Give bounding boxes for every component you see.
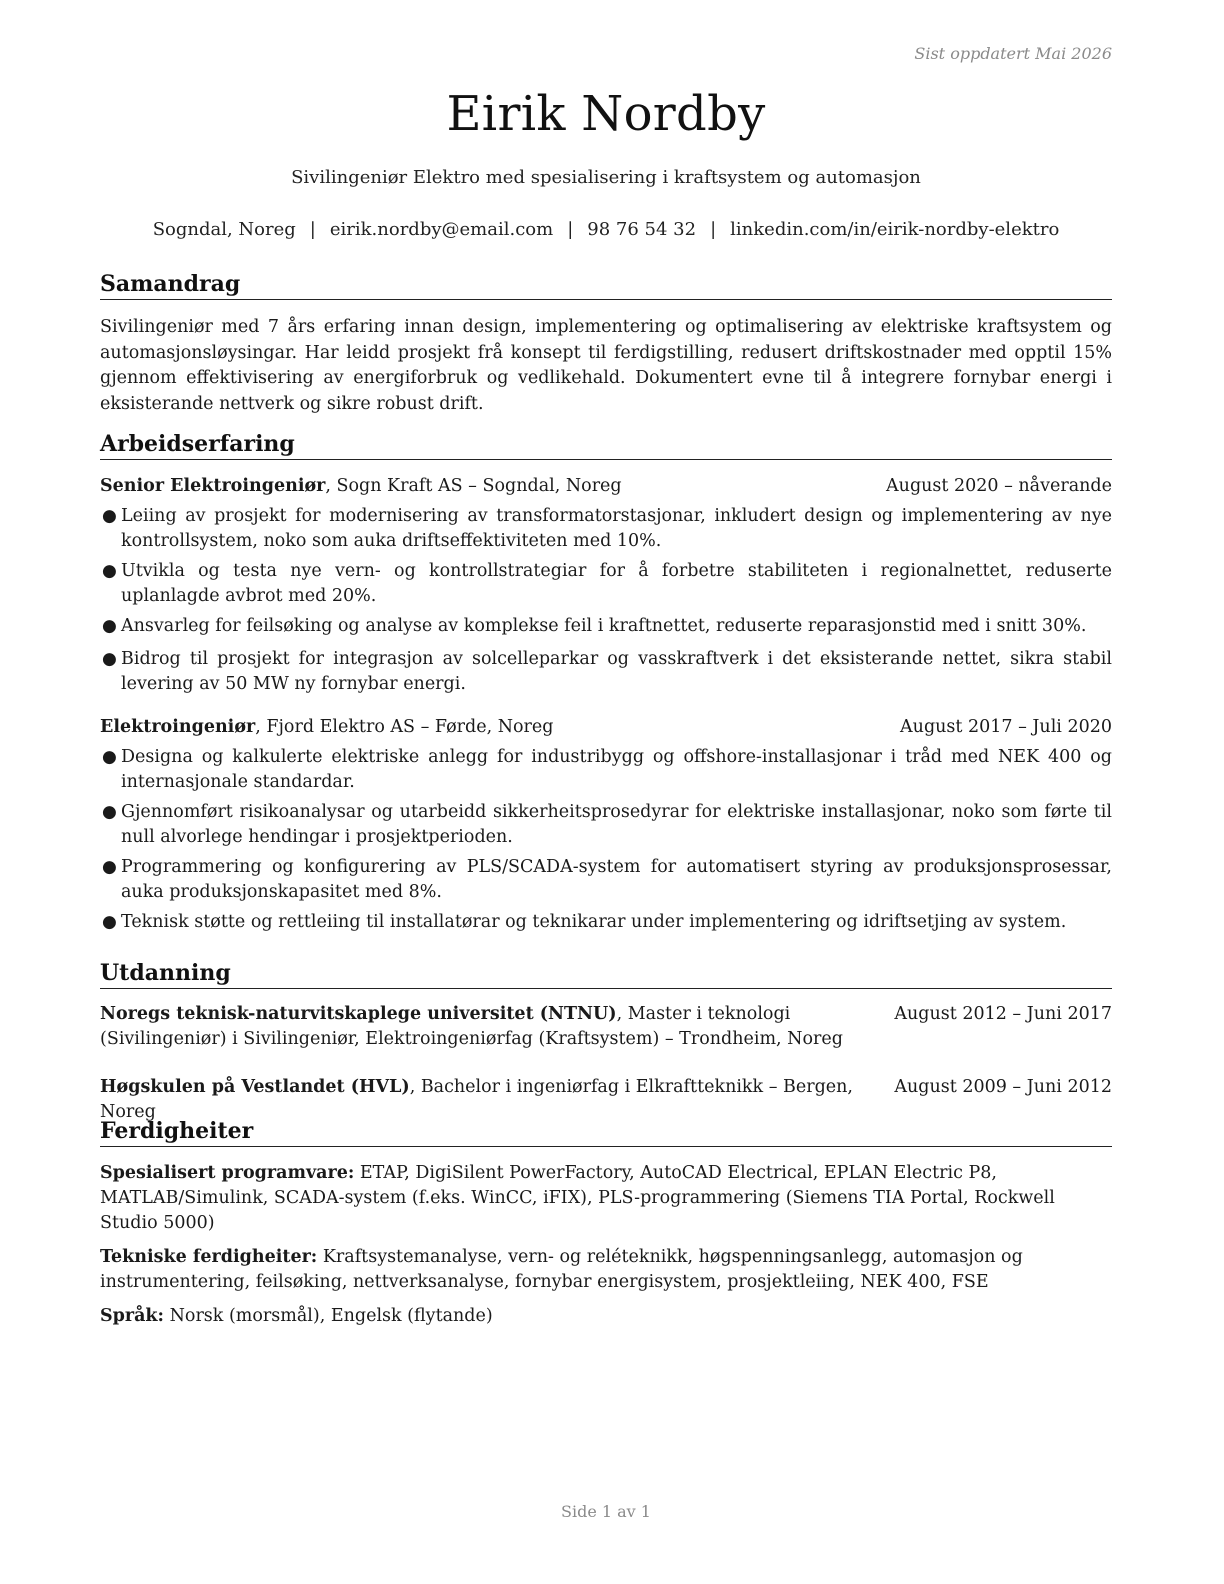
experience-section <box>100 430 1112 940</box>
list-item: ● Teknisk støtte og rettleiing til installatørar og teknikarar under implementering og idriftsetjing av system. <box>100 910 1112 935</box>
skill-label: Spesialisert programvare: <box>100 1163 355 1183</box>
job-header <box>100 474 1112 499</box>
summary-section <box>100 270 1112 417</box>
job-bullets <box>100 504 1112 697</box>
education-heading: Utdanning <box>100 959 1112 989</box>
job-header <box>100 715 1112 740</box>
bullet-icon: ● <box>102 649 117 669</box>
list-item: ● Ansvarleg for feilsøking og analyse av komplekse feil i kraftnettet, reduserte reparasjonstid med i snitt 30%. <box>100 614 1112 639</box>
bullet-icon: ● <box>102 506 117 526</box>
list-item: ● Leiing av prosjekt for modernisering av transformatorstasjonar, inkludert design og implementering av nye kontrollsystem, noko som auka driftseffektiviteten med 10%. <box>102 506 1112 551</box>
job-entry <box>100 474 1112 697</box>
contact-email[interactable]: eirik.nordby@email.com <box>329 219 554 240</box>
education-dates: August 2009 – Juni 2012 <box>894 1077 1112 1097</box>
skill-text: Norsk (morsmål), Engelsk (flytande) <box>164 1306 493 1326</box>
contact-line <box>100 219 1112 240</box>
bullet-icon: ● <box>102 857 117 877</box>
school-name: Noregs teknisk-naturvitskaplege universitet (NTNU) <box>100 1004 617 1024</box>
bullet-icon: ● <box>102 747 117 767</box>
degree-detail: , Bachelor i ingeniørfag i Elkraftteknikk – Bergen, Noreg <box>100 1077 853 1122</box>
education-dates: August 2012 – Juni 2017 <box>894 1004 1112 1024</box>
person-name: Eirik Nordby <box>446 86 766 142</box>
bullet-icon: ● <box>102 561 117 581</box>
contact-separator: | <box>710 219 717 240</box>
bullet-icon: ● <box>102 912 117 932</box>
skill-label: Tekniske ferdigheiter: <box>100 1247 318 1267</box>
list-item: ● Gjennomført risikoanalysar og utarbeidd sikkerheitsprosedyrar for elektriske installasjonar, noko som førte til null alvorlege hendingar i prosjektperioden. <box>102 802 1112 847</box>
page-number: Side 1 av 1 <box>561 1502 651 1521</box>
job-employer: , Sogn Kraft AS – Sogndal, Noreg <box>325 476 622 496</box>
summary-heading: Samandrag <box>100 270 1112 300</box>
list-item: ● Designa og kalkulerte elektriske anlegg for industribygg og offshore-installasjonar i tråd med NEK 400 og internasjonale standardar. <box>102 747 1112 792</box>
contact-linkedin[interactable]: linkedin.com/in/eirik-nordby-elektro <box>730 219 1060 240</box>
skill-label: Språk: <box>100 1306 165 1326</box>
contact-separator: | <box>309 219 316 240</box>
skill-text: Kraftsystemanalyse, vern- og reléteknikk, høgspenningsanlegg, automasjon og instrumentering, feilsøking, nettverksanalyse, fornybar energisystem, prosjektleiing, NEK 400, FSE <box>100 1247 1023 1292</box>
job-entry <box>100 715 1112 935</box>
skills-section <box>100 1117 1112 1329</box>
education-entry <box>100 1002 1112 1052</box>
skill-group <box>100 1304 1112 1329</box>
job-dates: August 2017 – Juli 2020 <box>900 717 1112 737</box>
professional-title: Sivilingeniør Elektro med spesialisering i kraftsystem og automasjon <box>291 167 921 188</box>
contact-location: Sogndal, Noreg <box>152 219 296 240</box>
job-bullets <box>100 745 1112 935</box>
education-section <box>100 959 1112 1125</box>
bullet-icon: ● <box>102 802 117 822</box>
contact-separator: | <box>567 219 574 240</box>
job-employer: , Fjord Elektro AS – Førde, Noreg <box>255 717 554 737</box>
degree-detail: , Master i teknologi (Sivilingeniør) i Sivilingeniør, Elektroingeniørfag (Kraftsystem) – Trondheim, Noreg <box>100 1004 843 1049</box>
skill-group <box>100 1245 1112 1295</box>
bullet-icon: ● <box>102 616 117 636</box>
skill-group <box>100 1161 1112 1236</box>
summary-text: Sivilingeniør med 7 års erfaring innan design, implementering og optimalisering av elektriske kraftsystem og automasjonsløysingar. Har leidd prosjekt frå konsept til ferdigstilling, redusert driftskostnader med opptil 15% gjennom effektivisering av energiforbruk og vedlikehald. Dokumentert evne til å integrere fornybar energi i eksisterande nettverk og sikre robust drift. <box>100 317 1112 414</box>
list-item: ● Bidrog til prosjekt for integrasjon av solcelleparkar og vasskraftverk i det eksisterande nettet, sikra stabil levering av 50 MW ny fornybar energi. <box>102 649 1112 694</box>
skills-heading: Ferdigheiter <box>100 1117 1112 1147</box>
list-item: ● Programmering og konfigurering av PLS/SCADA-system for automatisert styring av produksjonsprosessar, auka produksjonskapasitet med 8%. <box>102 857 1112 902</box>
contact-phone: 98 76 54 32 <box>587 219 697 240</box>
experience-heading: Arbeidserfaring <box>100 430 1112 460</box>
list-item: ● Utvikla og testa nye vern- og kontrollstrategiar for å forbetre stabiliteten i regionalnettet, reduserte uplanlagde avbrot med 20%. <box>102 561 1112 606</box>
last-updated: Sist oppdatert Mai 2026 <box>914 44 1112 63</box>
school-name: Høgskulen på Vestlandet (HVL) <box>100 1077 410 1097</box>
job-title: Senior Elektroingeniør <box>100 476 326 496</box>
job-title: Elektroingeniør <box>100 717 256 737</box>
job-dates: August 2020 – nåverande <box>886 476 1112 496</box>
skill-text: ETAP, DigiSilent PowerFactory, AutoCAD Electrical, EPLAN Electric P8, MATLAB/Simulink, SCADA-system (f.eks. WinCC, iFIX), PLS-programmering (Siemens TIA Portal, Rockwell Studio 5000) <box>100 1163 1055 1233</box>
